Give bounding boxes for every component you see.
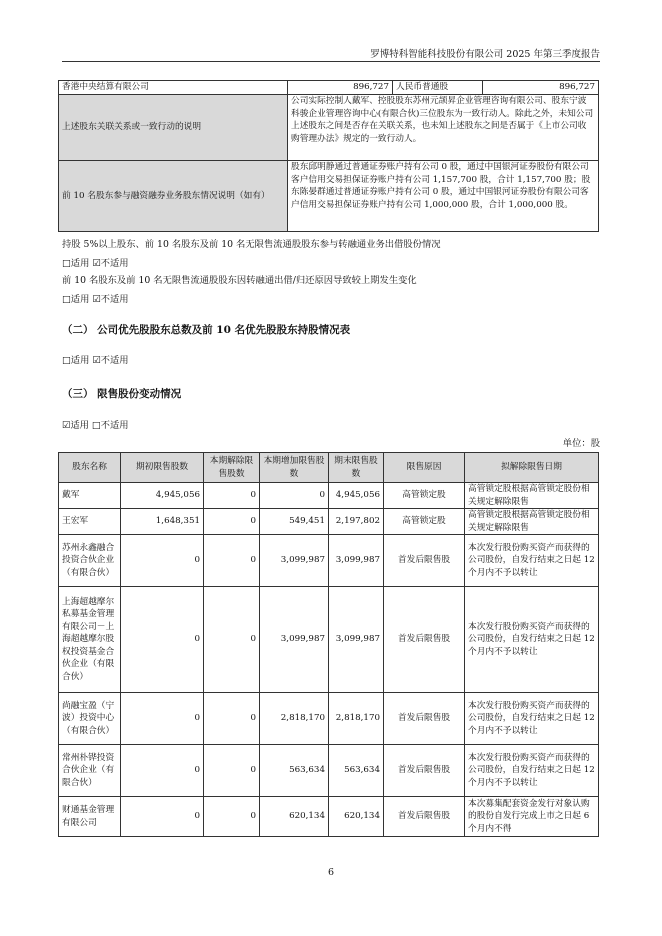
end-shares: 4,945,056 — [329, 483, 384, 509]
released-shares: 0 — [204, 693, 260, 745]
lending-note: 持股 5%以上股东、前 10 名股东及前 10 名无限售流通股股东参与转融通业务出借股份情况 — [62, 239, 441, 250]
header-rule — [62, 61, 600, 62]
release-date: 本次发行股份购买资产而获得的公司股份，自发行结束之日起 12 个月内不予以转让 — [465, 693, 599, 745]
begin-shares: 4,945,056 — [121, 483, 204, 509]
table-row — [59, 483, 599, 509]
restricted-shares-table — [58, 452, 599, 837]
added-shares: 2,818,170 — [260, 693, 329, 745]
margin-text-cell: 股东邱明静通过普通证券账户持有公司 0 股，通过中国银河证券股份有限公司客户信用交易担保证券账户持有公司 1,157,700 股，合计 1,157,700 股；股东陈晏群通过普通证券账户持有公司 0 股，通过中国银河证券股份有限公司客户信用交易担保证券账户持有公司 1,000,000 股，合计 1,000,000 股。 — [288, 161, 599, 232]
section-title-restricted: （三） 限售股份变动情况 — [62, 388, 182, 400]
table-row — [59, 745, 599, 797]
end-shares: 2,818,170 — [329, 693, 384, 745]
header-added: 本期增加限售股数 — [260, 453, 329, 483]
restricted-checkbox: ☑适用 □不适用 — [62, 420, 129, 431]
header-begin: 期初限售股数 — [121, 453, 204, 483]
change-note: 前 10 名股东及前 10 名无限售流通股股东因转融通出借/归还原因导致较上期发生变化 — [62, 275, 417, 286]
table-row — [59, 95, 599, 161]
release-date: 本次发行股份购买资产而获得的公司股份，自发行结束之日起 12 个月内不予以转让 — [465, 745, 599, 797]
section-title-preferred: （二） 公司优先股股东总数及前 10 名优先股股东持股情况表 — [62, 324, 351, 336]
table-row — [59, 161, 599, 232]
preferred-checkbox: □适用 ☑不适用 — [62, 355, 129, 366]
end-shares: 3,099,987 — [329, 535, 384, 587]
released-shares: 0 — [204, 483, 260, 509]
end-shares: 3,099,987 — [329, 587, 384, 693]
header-reason: 限售原因 — [384, 453, 465, 483]
header-released: 本期解除限售股数 — [204, 453, 260, 483]
table-row — [59, 587, 599, 693]
begin-shares: 0 — [121, 535, 204, 587]
holder-name: 苏州永鑫融合投资合伙企业（有限合伙） — [59, 535, 121, 587]
top-shareholder-table — [58, 80, 599, 232]
header-end: 期末限售股数 — [329, 453, 384, 483]
margin-label-cell: 前 10 名股东参与融资融券业务股东情况说明（如有） — [59, 161, 288, 232]
restriction-reason: 高管锁定股 — [384, 483, 465, 509]
share-count-cell: 896,727 — [483, 81, 599, 95]
holder-name: 财通基金管理有限公司 — [59, 797, 121, 837]
holder-name: 王宏军 — [59, 509, 121, 535]
table-header-row — [59, 453, 599, 483]
table-row — [59, 81, 599, 95]
running-header: 罗博特科智能科技股份有限公司 2025 年第三季度报告 — [370, 49, 600, 60]
restriction-reason: 首发后限售股 — [384, 535, 465, 587]
relation-text-cell: 公司实际控制人戴军、控股股东苏州元颉昇企业管理咨询有限公司、股东宁波科骏企业管理咨询中心(有限合伙)三位股东为一致行动人。除此之外，未知公司上述股东之间是否存在关联关系，也未知上述股东之间是否属于《上市公司收购管理办法》规定的一致行动人。 — [288, 95, 599, 161]
restriction-reason: 高管锁定股 — [384, 509, 465, 535]
release-date: 本次发行股份购买资产而获得的公司股份，自发行结束之日起 12 个月内不予以转让 — [465, 535, 599, 587]
relation-label-cell: 上述股东关联关系或一致行动的说明 — [59, 95, 288, 161]
table-row — [59, 693, 599, 745]
release-date: 本次发行股份购买资产而获得的公司股份，自发行结束之日起 12 个月内不予以转让 — [465, 587, 599, 693]
header-release-date: 拟解除限售日期 — [465, 453, 599, 483]
begin-shares: 0 — [121, 745, 204, 797]
table-row — [59, 797, 599, 837]
restriction-reason: 首发后限售股 — [384, 797, 465, 837]
table-row — [59, 509, 599, 535]
holder-name: 尚融宝盈（宁波）投资中心（有限合伙） — [59, 693, 121, 745]
added-shares: 620,134 — [260, 797, 329, 837]
release-date: 本次募集配套资金发行对象认购的股份自发行完成上市之日起 6 个月内不得 — [465, 797, 599, 837]
page-number: 6 — [327, 867, 335, 878]
released-shares: 0 — [204, 797, 260, 837]
table-row — [59, 535, 599, 587]
header-holder-name: 股东名称 — [59, 453, 121, 483]
added-shares: 0 — [260, 483, 329, 509]
added-shares: 3,099,987 — [260, 587, 329, 693]
released-shares: 0 — [204, 745, 260, 797]
share-type-cell: 人民币普通股 — [393, 81, 483, 95]
release-date: 高管锁定股根据高管锁定股份相关规定解除限售 — [465, 509, 599, 535]
released-shares: 0 — [204, 509, 260, 535]
end-shares: 2,197,802 — [329, 509, 384, 535]
end-shares: 620,134 — [329, 797, 384, 837]
lending-checkbox: □适用 ☑不适用 — [62, 258, 129, 269]
restriction-reason: 首发后限售股 — [384, 693, 465, 745]
added-shares: 563,634 — [260, 745, 329, 797]
begin-shares: 0 — [121, 587, 204, 693]
holder-name: 上海超越摩尔私募基金管理有限公司－上海超越摩尔股权投资基金合伙企业（有限合伙） — [59, 587, 121, 693]
holder-name: 戴军 — [59, 483, 121, 509]
shares-cell: 896,727 — [288, 81, 393, 95]
released-shares: 0 — [204, 535, 260, 587]
holder-name: 常州朴铧投资合伙企业（有限合伙） — [59, 745, 121, 797]
begin-shares: 0 — [121, 693, 204, 745]
restriction-reason: 首发后限售股 — [384, 745, 465, 797]
begin-shares: 0 — [121, 797, 204, 837]
added-shares: 3,099,987 — [260, 535, 329, 587]
release-date: 高管锁定股根据高管锁定股份相关规定解除限售 — [465, 483, 599, 509]
released-shares: 0 — [204, 587, 260, 693]
holder-name-cell: 香港中央结算有限公司 — [59, 81, 288, 95]
begin-shares: 1,648,351 — [121, 509, 204, 535]
added-shares: 549,451 — [260, 509, 329, 535]
end-shares: 563,634 — [329, 745, 384, 797]
restriction-reason: 首发后限售股 — [384, 587, 465, 693]
unit-label: 单位：股 — [562, 438, 600, 449]
change-checkbox: □适用 ☑不适用 — [62, 294, 129, 305]
